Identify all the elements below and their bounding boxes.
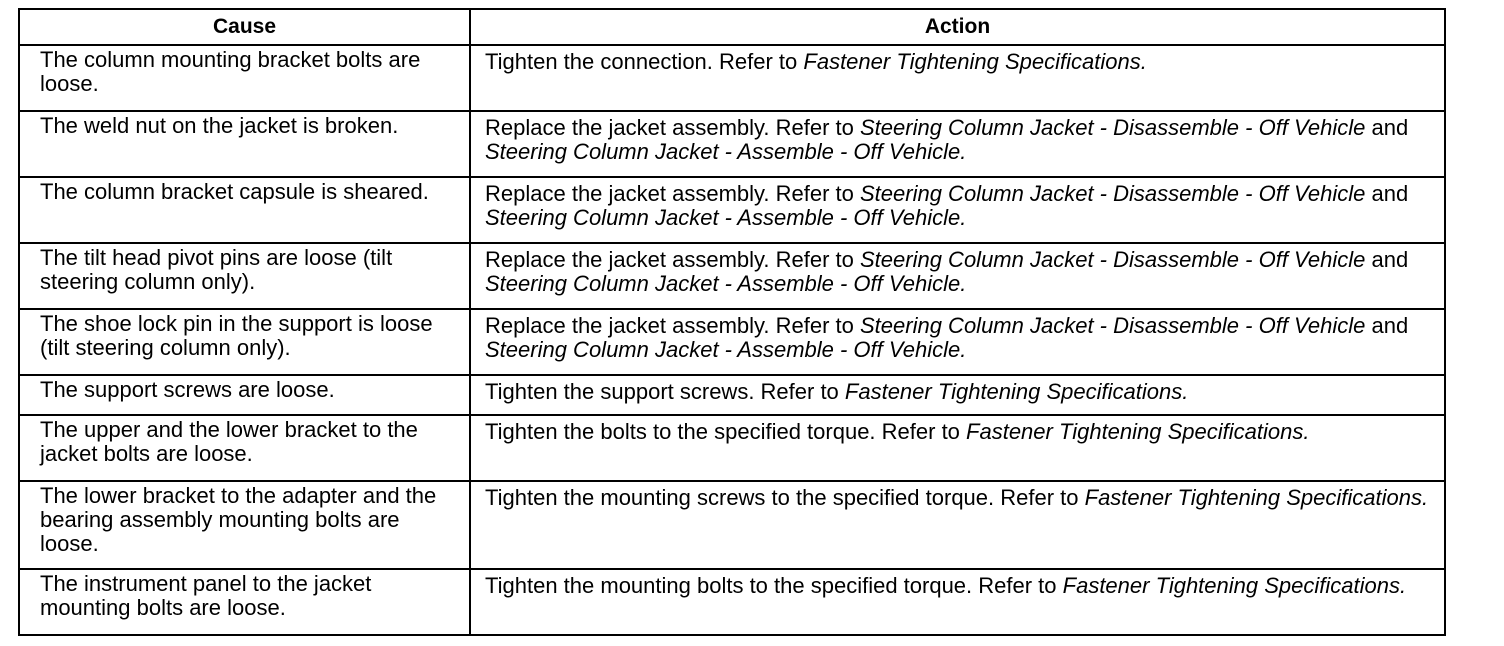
action-text: Replace the jacket assembly. Refer to: [485, 181, 860, 206]
action-cell: [470, 45, 1445, 111]
action-cell: [470, 569, 1445, 635]
action-cell: [470, 177, 1445, 243]
table-row: [19, 481, 1445, 569]
reference-link: Steering Column Jacket - Disassemble - Off Vehicle: [860, 247, 1366, 272]
action-text: Tighten the bolts to the specified torque. Refer to: [485, 419, 967, 444]
reference-link: Steering Column Jacket - Assemble - Off Vehicle.: [485, 139, 967, 164]
action-text: Replace the jacket assembly. Refer to: [485, 247, 860, 272]
table-row: [19, 177, 1445, 243]
cause-cell: The lower bracket to the adapter and the bearing assembly mounting bolts are loose.: [19, 481, 470, 569]
cause-cell: The instrument panel to the jacket mounting bolts are loose.: [19, 569, 470, 635]
cause-cell: The shoe lock pin in the support is loose (tilt steering column only).: [19, 309, 470, 375]
action-text: Replace the jacket assembly. Refer to: [485, 313, 860, 338]
action-conjunction: and: [1365, 181, 1409, 206]
action-cell: [470, 415, 1445, 481]
cause-cell: The column bracket capsule is sheared.: [19, 177, 470, 243]
reference-link: Steering Column Jacket - Assemble - Off Vehicle.: [485, 337, 967, 362]
cause-cell: The upper and the lower bracket to the jacket bolts are loose.: [19, 415, 470, 481]
reference-link: Fastener Tightening Specifications.: [1084, 485, 1429, 510]
table-row: [19, 569, 1445, 635]
action-text: Tighten the support screws. Refer to: [485, 379, 845, 404]
cause-cell: The support screws are loose.: [19, 375, 470, 415]
table-row: [19, 111, 1445, 177]
reference-link: Fastener Tightening Specifications.: [803, 49, 1147, 74]
reference-link: Fastener Tightening Specifications.: [1062, 573, 1407, 598]
action-cell: [470, 111, 1445, 177]
action-text: Tighten the mounting screws to the specified torque. Refer to: [485, 485, 1085, 510]
cause-action-table: [18, 8, 1446, 636]
action-cell: [470, 481, 1445, 569]
table-row: [19, 309, 1445, 375]
action-conjunction: and: [1365, 115, 1409, 140]
action-text: Replace the jacket assembly. Refer to: [485, 115, 860, 140]
table-row: [19, 375, 1445, 415]
cause-cell: The tilt head pivot pins are loose (tilt steering column only).: [19, 243, 470, 309]
action-cell: [470, 309, 1445, 375]
action-header: Action: [470, 9, 1445, 45]
table-row: [19, 415, 1445, 481]
action-conjunction: and: [1365, 247, 1409, 272]
action-cell: [470, 243, 1445, 309]
reference-link: Steering Column Jacket - Assemble - Off Vehicle.: [485, 271, 967, 296]
cause-cell: The weld nut on the jacket is broken.: [19, 111, 470, 177]
action-conjunction: and: [1365, 313, 1409, 338]
reference-link: Fastener Tightening Specifications.: [966, 419, 1310, 444]
reference-link: Fastener Tightening Specifications.: [844, 379, 1189, 404]
action-text: Tighten the mounting bolts to the specified torque. Refer to: [485, 573, 1063, 598]
action-text: Tighten the connection. Refer to: [485, 49, 804, 74]
table-row: [19, 243, 1445, 309]
table-header-row: [19, 9, 1445, 45]
reference-link: Steering Column Jacket - Disassemble - Off Vehicle: [860, 313, 1366, 338]
cause-cell: The column mounting bracket bolts are loose.: [19, 45, 470, 111]
cause-header: Cause: [19, 9, 470, 45]
action-cell: [470, 375, 1445, 415]
reference-link: Steering Column Jacket - Assemble - Off Vehicle.: [485, 205, 967, 230]
table-row: [19, 45, 1445, 111]
reference-link: Steering Column Jacket - Disassemble - Off Vehicle: [860, 181, 1366, 206]
reference-link: Steering Column Jacket - Disassemble - Off Vehicle: [860, 115, 1366, 140]
